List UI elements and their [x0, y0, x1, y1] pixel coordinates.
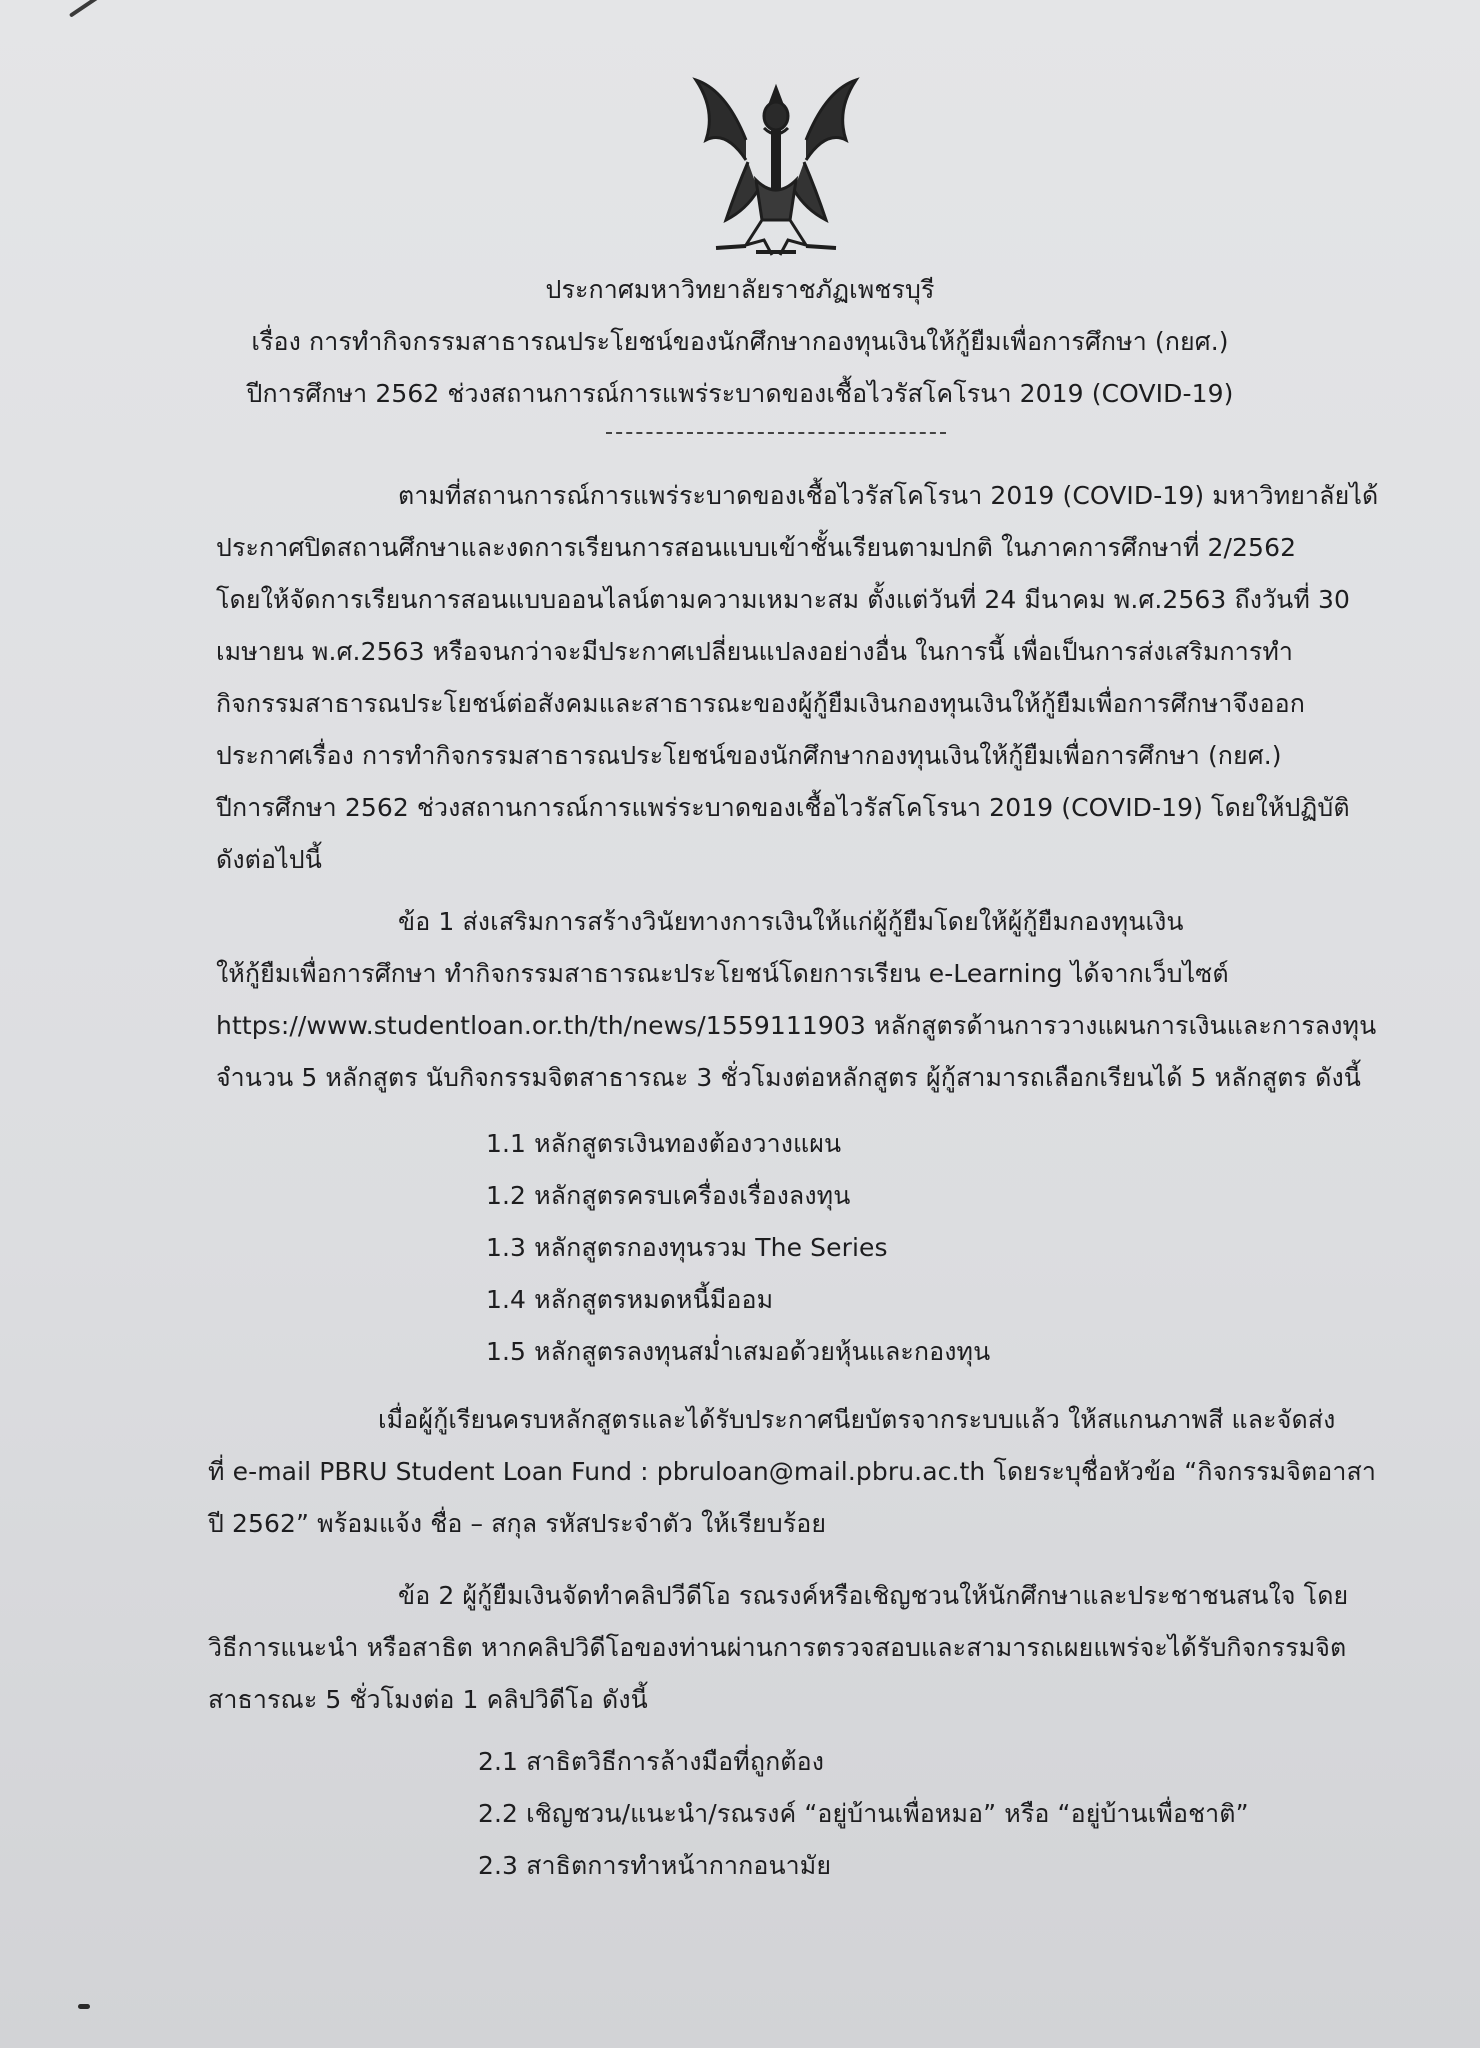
clause1-after-2: ที่ e-mail PBRU Student Loan Fund : pbruloan@mail.pbru.ac.th โดยระบุชื่อหัวข้อ “กิจกรรมจิตอาสา — [208, 1457, 1377, 1486]
intro-line-8: ดังต่อไปนี้ — [216, 845, 322, 874]
intro-line-1: ตามที่สถานการณ์การแพร่ระบาดของเชื้อไวรัสโคโรนา 2019 (COVID-19) มหาวิทยาลัยได้ — [398, 481, 1379, 510]
issuer-title: ประกาศมหาวิทยาลัยราชภัฏเพชรบุรี — [545, 275, 935, 304]
clause1-item-3: 1.3 หลักสูตรกองทุนรวม The Series — [486, 1233, 888, 1262]
intro-line-6: ประกาศเรื่อง การทำกิจกรรมสาธารณประโยชน์ของนักศึกษากองทุนเงินให้กู้ยืมเพื่อการศึกษา (กยศ.) — [216, 741, 1282, 770]
pen-mark — [69, 0, 121, 18]
clause1-after-3: ปี 2562” พร้อมแจ้ง ชื่อ – สกุล รหัสประจำตัว ให้เรียบร้อย — [208, 1509, 827, 1538]
intro-line-4: เมษายน พ.ศ.2563 หรือจนกว่าจะมีประกาศเปลี่ยนแปลงอย่างอื่น ในการนี้ เพื่อเป็นการส่งเสริมการทำ — [216, 637, 1294, 666]
clause2-line-2: วิธีการแนะนำ หรือสาธิต หากคลิปวิดีโอของท่านผ่านการตรวจสอบและสามารถเผยแพร่จะได้รับกิจกรรมจิต — [208, 1633, 1347, 1662]
divider — [606, 432, 946, 434]
clause1-item-4: 1.4 หลักสูตรหมดหนี้มีออม — [486, 1285, 774, 1314]
clause1-after-1: เมื่อผู้กู้เรียนครบหลักสูตรและได้รับประกาศนียบัตรจากระบบแล้ว ให้สแกนภาพสี และจัดส่ง — [378, 1405, 1336, 1434]
intro-line-7: ปีการศึกษา 2562 ช่วงสถานการณ์การแพร่ระบาดของเชื้อไวรัสโคโรนา 2019 (COVID-19) โดยให้ปฏิบัติ — [216, 793, 1350, 822]
subject-title: เรื่อง การทำกิจกรรมสาธารณประโยชน์ของนักศึกษากองทุนเงินให้กู้ยืมเพื่อการศึกษา (กยศ.) — [251, 327, 1229, 356]
clause2-item-3: 2.3 สาธิตการทำหน้ากากอนามัย — [478, 1851, 832, 1880]
clause1-line-1: ข้อ 1 ส่งเสริมการสร้างวินัยทางการเงินให้แก่ผู้กู้ยืมโดยให้ผู้กู้ยืมกองทุนเงิน — [398, 907, 1184, 936]
clause1-item-1: 1.1 หลักสูตรเงินทองต้องวางแผน — [486, 1129, 842, 1158]
clause1-line-3: https://www.studentloan.or.th/th/news/1559111903 หลักสูตรด้านการวางแผนการเงินและการลงทุน — [216, 1011, 1377, 1040]
clause1-line-2: ให้กู้ยืมเพื่อการศึกษา ทำกิจกรรมสาธารณะประโยชน์โดยการเรียน e-Learning ได้จากเว็บไซต์ — [216, 959, 1229, 988]
clause2-line-1: ข้อ 2 ผู้กู้ยืมเงินจัดทำคลิปวีดีโอ รณรงค์หรือเชิญชวนให้นักศึกษาและประชาชนสนใจ โดย — [398, 1581, 1349, 1610]
period-title: ปีการศึกษา 2562 ช่วงสถานการณ์การแพร่ระบาดของเชื้อไวรัสโคโรนา 2019 (COVID-19) — [246, 379, 1234, 408]
intro-line-5: กิจกรรมสาธารณประโยชน์ต่อสังคมและสาธารณะของผู้กู้ยืมเงินกองทุนเงินให้กู้ยืมเพื่อการศึกษาจึงออก — [216, 689, 1306, 718]
ink-dot — [78, 2004, 90, 2009]
intro-line-3: โดยให้จัดการเรียนการสอนแบบออนไลน์ตามความเหมาะสม ตั้งแต่วันที่ 24 มีนาคม พ.ศ.2563 ถึงวันที่ 30 — [216, 585, 1350, 614]
garuda-emblem-icon — [686, 70, 866, 270]
clause2-line-3: สาธารณะ 5 ชั่วโมงต่อ 1 คลิปวิดีโอ ดังนี้ — [208, 1685, 648, 1714]
intro-line-2: ประกาศปิดสถานศึกษาและงดการเรียนการสอนแบบเข้าชั้นเรียนตามปกติ ในภาคการศึกษาที่ 2/2562 — [216, 533, 1297, 562]
clause2-item-2: 2.2 เชิญชวน/แนะนำ/รณรงค์ “อยู่บ้านเพื่อหมอ” หรือ “อยู่บ้านเพื่อชาติ” — [478, 1799, 1249, 1828]
clause1-item-2: 1.2 หลักสูตรครบเครื่องเรื่องลงทุน — [486, 1181, 851, 1210]
clause1-item-5: 1.5 หลักสูตรลงทุนสม่ำเสมอด้วยหุ้นและกองทุน — [486, 1337, 991, 1366]
clause2-item-1: 2.1 สาธิตวิธีการล้างมือที่ถูกต้อง — [478, 1747, 825, 1776]
clause1-line-4: จำนวน 5 หลักสูตร นับกิจกรรมจิตสาธารณะ 3 ชั่วโมงต่อหลักสูตร ผู้กู้สามารถเลือกเรียนได้ 5 หลักสูตร ดังนี้ — [216, 1063, 1361, 1092]
